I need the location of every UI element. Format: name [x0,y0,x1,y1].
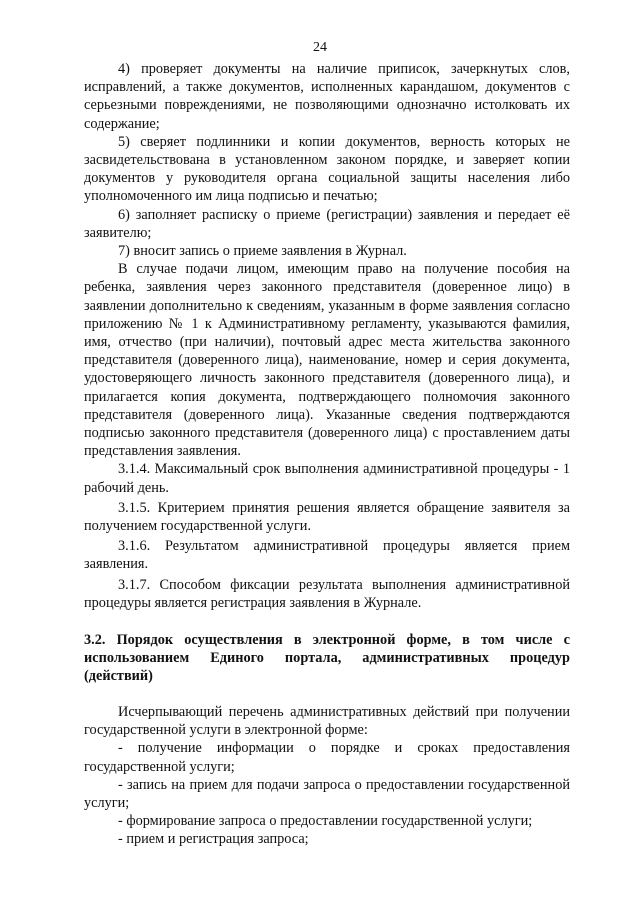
paragraph-3-1-6: 3.1.6. Результатом административной процедуры является прием заявления. [84,538,570,573]
list-item-appointment: - запись на прием для подачи запроса о предоставлении государственной услуги; [84,776,570,812]
paragraph-item-7: 7) вносит запись о приеме заявления в Журнал. [118,243,407,260]
paragraph-3-1-4: 3.1.4. Максимальный срок выполнения административной процедуры - 1 рабочий день. [84,461,570,496]
section-heading: 3.2. Порядок осуществления в электронной форме, в том числе с использованием Единого портала, административных процедур (действий) [84,632,570,685]
document-body [84,60,570,612]
paragraph-item-5: 5) сверяет подлинники и копии документов, верность которых не засвидетельствована в установленном законом порядке, и заверяет копии документов у руководителя органа социальной защиты населения либо уполномоченного им лица подписью и печатью; [84,133,570,205]
paragraph-3-1-5: 3.1.5. Критерием принятия решения является обращение заявителя за получением государственной услуги. [84,499,570,535]
paragraph-representative: В случае подачи лицом, имеющим право на получение пособия на ребенка, заявления через законного представителя (доверенное лицо) в заявлении дополнительно к сведениям, указанным в форме заявления согласно приложению № 1 к Административному регламенту, указываются фамилия, имя, отчество (при наличии), почтовый адрес места жительства законного представителя (доверенного лица), наименование, номер и серия документа, удостоверяющего личность законного представителя (доверенного лица), и прилагается копия документа, подтверждающего полномочия законного представителя (доверенного лица). Указанные сведения подтверждаются подписью законного представителя (доверенного лица) с проставлением даты представления заявления. [84,261,570,460]
page-number: 24 [313,40,327,55]
paragraph-actions-intro: Исчерпывающий перечень административных действий при получении государственной услуги в электронной форме: [84,704,570,739]
paragraph-item-4: 4) проверяет документы на наличие приписок, зачеркнутых слов, исправлений, а также документов, исполненных карандашом, документов с серьезными повреждениями, не позволяющими однозначно истолковать их содержание; [84,61,570,132]
list-item-information: - получение информации о порядке и сроках предоставления государственной услуги; [84,740,570,775]
paragraph-3-1-7: 3.1.7. Способом фиксации результата выполнения административной процедуры является регистрация заявления в Журнале. [84,576,570,611]
list-item-request-registration: - прием и регистрация запроса; [118,831,309,848]
paragraph-item-6: 6) заполняет расписку о приеме (регистрации) заявления и передает её заявителю; [84,206,570,241]
list-item-request-forming: - формирование запроса о предоставлении государственной услуги; [118,813,533,830]
document-body-continued [84,703,570,849]
